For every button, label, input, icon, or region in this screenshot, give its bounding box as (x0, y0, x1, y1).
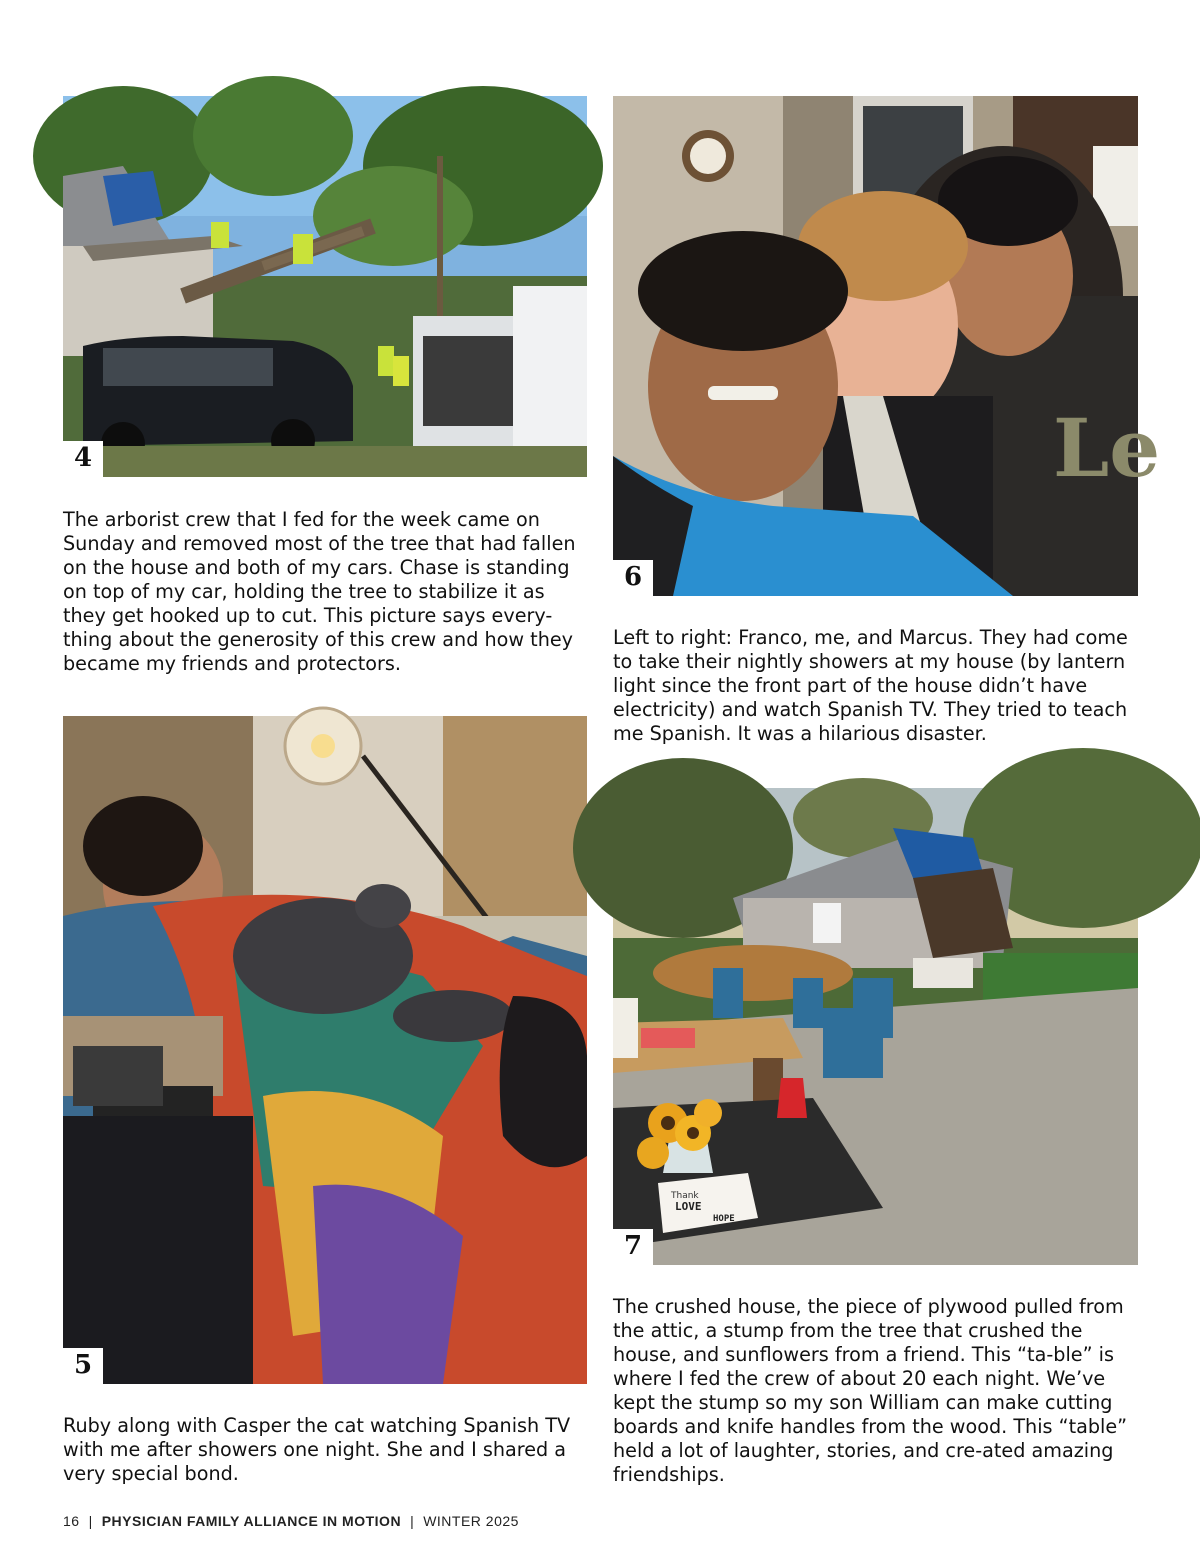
photo-ruby-casper-image (63, 716, 587, 1384)
photo-number-badge: 5 (63, 1348, 103, 1384)
sign-text-hope: HOPE (713, 1214, 735, 1224)
sign-text-thank: Thank (671, 1191, 699, 1201)
photo-selfie-group (613, 96, 1161, 596)
publication-title: PHYSICIAN FAMILY ALLIANCE IN MOTION (101, 1513, 402, 1529)
photo-selfie-group-image (613, 96, 1161, 596)
footer-separator: | (410, 1513, 415, 1529)
sign-text-love: LOVE (675, 1200, 702, 1213)
photo-number-badge: 4 (63, 441, 103, 477)
caption-photo-5: Ruby along with Casper the cat watching Spanish TV with me after showers one night. She and I shared a very special bond. (63, 1414, 571, 1485)
shirt-text: Le (1053, 401, 1161, 495)
photo-crushed-house-table-image (613, 788, 1138, 1265)
caption-photo-4: The arborist crew that I fed for the week came on Sunday and removed most of the tree that had fallen on the house and both of my cars. Chase is standing on top of my car, holding the tree to stabilize it as they get hooked up to cut. This picture says every-thing about the generosity of this crew and how they became my friends and protectors. (63, 508, 576, 675)
photo-number-badge: 7 (613, 1229, 653, 1265)
caption-photo-7: The crushed house, the piece of plywood pulled from the attic, a stump from the tree that crushed the house, and sunflowers from a friend. This “ta-ble” is where I fed the crew of about 20 each night. We’ve kept the stump so my son William can make cutting boards and knife handles from the wood. This “table” held a lot of laughter, stories, and cre-ated amazing friendships. (613, 1295, 1128, 1486)
photo-arborist-crew-image (63, 96, 587, 477)
caption-photo-6: Left to right: Franco, me, and Marcus. They had come to take their nightly showers at my house (by lantern light since the front part of the house didn’t have electricity) and watch Spanish TV. They tried to teach me Spanish. It was a hilarious disaster. (613, 626, 1128, 745)
page-number: 16 (63, 1513, 80, 1529)
issue-label: WINTER 2025 (423, 1513, 519, 1529)
photo-number-badge: 6 (613, 560, 653, 596)
photo-arborist-crew (63, 96, 587, 477)
photo-crushed-house-table (613, 788, 1138, 1265)
page-footer (63, 1513, 519, 1529)
footer-separator: | (88, 1513, 93, 1529)
photo-ruby-casper (63, 716, 587, 1384)
